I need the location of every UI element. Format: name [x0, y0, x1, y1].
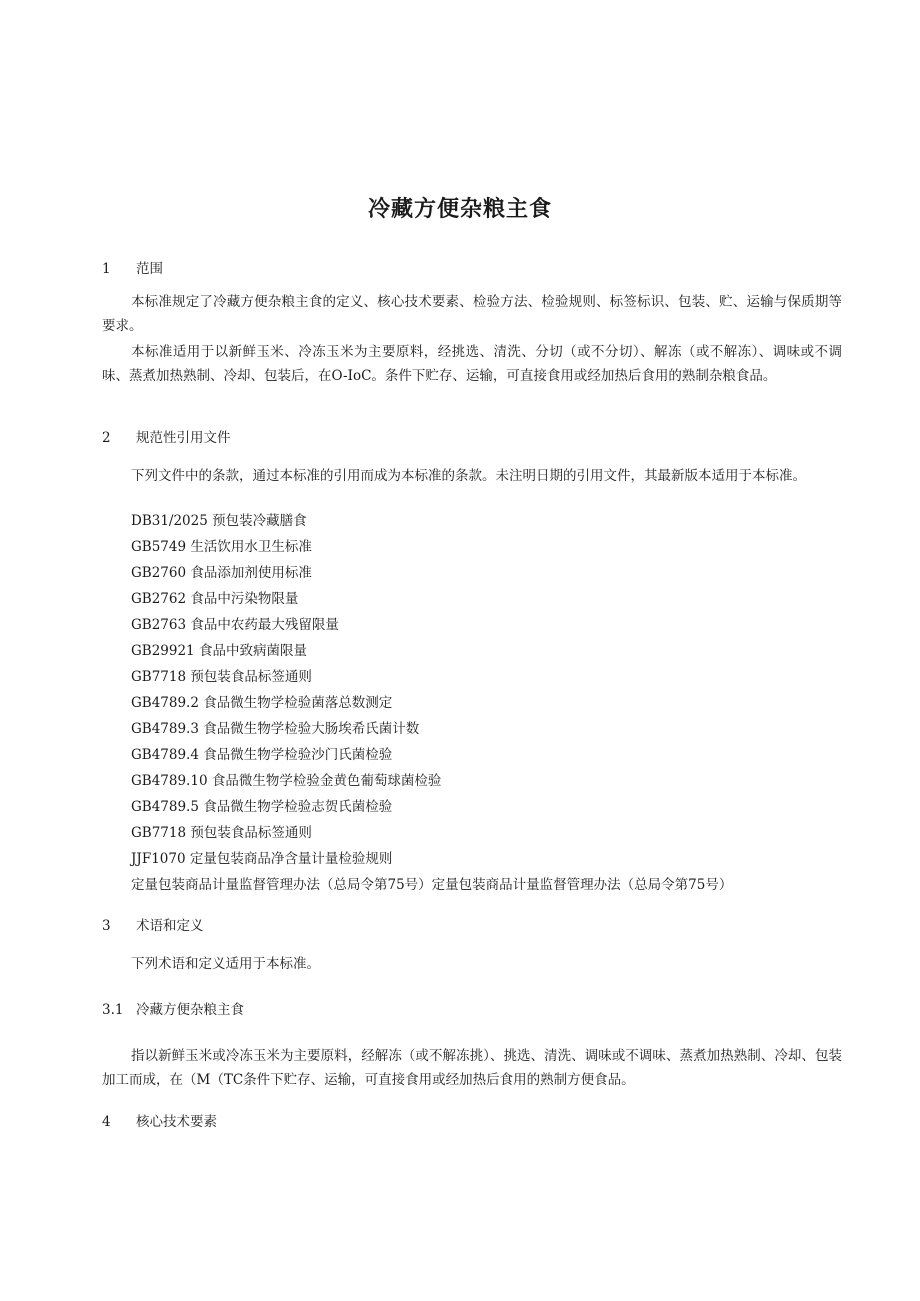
section-number: 2	[102, 430, 111, 446]
reference-item: GB4789.5 食品微生物学检验志贺氏菌检验	[131, 799, 393, 815]
reference-item: GB4789.2 食品微生物学检验菌落总数测定	[131, 695, 393, 711]
section-number: 3.1	[102, 1002, 124, 1018]
reference-item: GB7718 预包装食品标签通则	[131, 825, 312, 841]
section-title: 术语和定义	[136, 918, 204, 934]
reference-item: GB2763 食品中农药最大残留限量	[131, 617, 339, 633]
section-title: 规范性引用文件	[136, 430, 231, 446]
reference-item: JJF1070 定量包装商品净含量计量检验规则	[131, 851, 393, 867]
reference-list	[131, 508, 732, 898]
reference-item: GB7718 预包装食品标签通则	[131, 669, 312, 685]
paragraph-scope-1: 本标准规定了冷藏方便杂粮主食的定义、核心技术要素、检验方法、检验规则、标签标识、包装、贮、运输与保质期等要求。	[102, 294, 842, 334]
section-title: 核心技术要素	[136, 1114, 217, 1130]
reference-item: GB5749 生活饮用水卫生标准	[131, 539, 312, 555]
paragraph-scope-2: 本标准适用于以新鲜玉米、冷冻玉米为主要原料，经挑选、清洗、分切（或不分切）、解冻（或不解冻）、调味或不调味、蒸煮加热熟制、冷却、包装后，在O-IoC。条件下贮存、运输，可直接食用或经加热后食用的熟制杂粮食品。	[102, 344, 842, 384]
section-number: 4	[102, 1114, 111, 1130]
subsection-heading-definition	[102, 1000, 244, 1020]
paragraph-definition: 指以新鲜玉米或冷冻玉米为主要原料，经解冻（或不解冻挑）、挑选、清洗、调味或不调味、蒸煮加热熟制、冷却、包装加工而成，在（M（TC条件下贮存、运输，可直接食用或经加热后食用的熟制方便食品。	[102, 1048, 842, 1088]
section-heading-scope	[102, 259, 163, 279]
reference-item: GB4789.4 食品微生物学检验沙门氏菌检验	[131, 747, 393, 763]
reference-item: 定量包装商品计量监督管理办法（总局令第75号）定量包装商品计量监督管理办法（总局令第75号）	[131, 877, 733, 893]
paragraph-terms-intro: 下列术语和定义适用于本标准。	[131, 956, 320, 972]
section-heading-normative-references	[102, 428, 231, 448]
section-number: 3	[102, 918, 111, 934]
section-heading-terms	[102, 916, 204, 936]
section-heading-core-elements	[102, 1112, 217, 1132]
reference-item: GB4789.3 食品微生物学检验大肠埃希氏菌计数	[131, 721, 420, 737]
section-number: 1	[102, 261, 111, 277]
reference-item: GB2760 食品添加剂使用标准	[131, 565, 312, 581]
document-title: 冷藏方便杂粮主食	[367, 197, 552, 222]
paragraph-references-intro: 下列文件中的条款，通过本标准的引用而成为本标准的条款。未注明日期的引用文件，其最新版本适用于本标准。	[131, 468, 806, 484]
reference-item: DB31/2025 预包装冷藏膳食	[131, 513, 307, 529]
reference-item: GB4789.10 食品微生物学检验金黄色葡萄球菌检验	[131, 773, 442, 789]
reference-item: GB29921 食品中致病菌限量	[131, 643, 307, 659]
section-title: 冷藏方便杂粮主食	[136, 1002, 244, 1018]
section-title: 范围	[136, 261, 163, 277]
reference-item: GB2762 食品中污染物限量	[131, 591, 299, 607]
